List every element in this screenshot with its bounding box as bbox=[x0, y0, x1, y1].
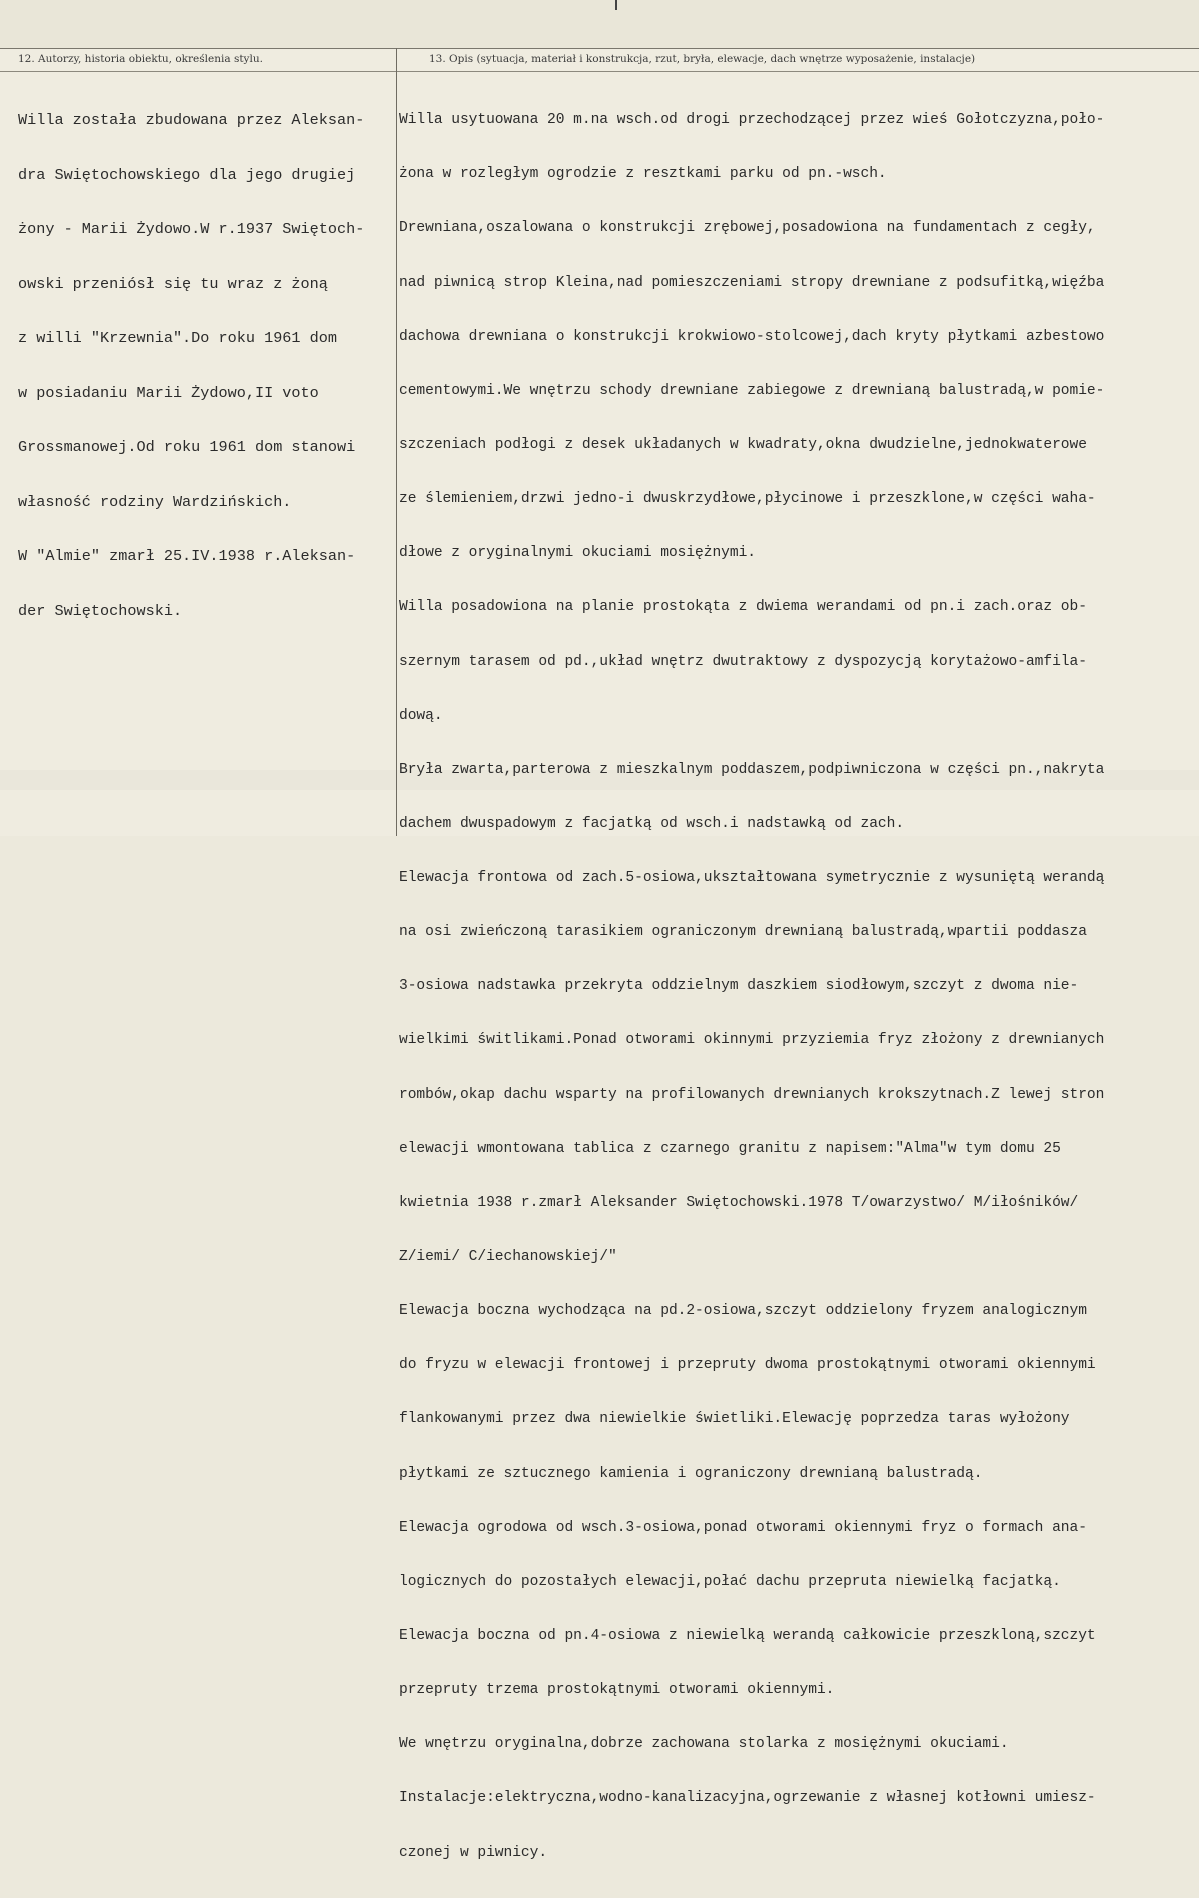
description-line: nad piwnicą strop Kleina,nad pomieszczeniami stropy drewniane z podsufitką,więźba bbox=[399, 274, 1105, 291]
description-line: Drewniana,oszalowana o konstrukcji zrębowej,posadowiona na fundamentach z cegły, bbox=[399, 220, 1096, 237]
description-line: logicznych do pozostałych elewacji,połać dachu przepruta niewielką facjatką. bbox=[399, 1573, 1061, 1590]
description-line: Instalacje:elektryczna,wodno-kanalizacyjna,ogrzewanie z własnej kotłowni umiesz- bbox=[399, 1790, 1096, 1807]
section-13-heading: 13. Opis (sytuacja, materiał i konstrukcja, rzut, bryła, elewacje, dach wnętrze wyposażenie, instalacje) bbox=[429, 53, 976, 65]
description-line: Elewacja ogrodowa od wsch.3-osiowa,ponad otworami okiennymi fryz o formach ana- bbox=[399, 1519, 1087, 1536]
description-line: flankowanymi przez dwa niewielkie świetliki.Elewację poprzedza taras wyłożony bbox=[399, 1411, 1070, 1428]
history-line: własność rodziny Wardzińskich. bbox=[18, 492, 292, 511]
description-line: dłowe z oryginalnymi okuciami mosiężnymi. bbox=[399, 545, 757, 562]
header-bottom-rule bbox=[0, 71, 1199, 72]
description-line: szernym tarasem od pd.,układ wnętrz dwutraktowy z dyspozycją korytażowo-amfila- bbox=[399, 653, 1087, 670]
description-line: Willa usytuowana 20 m.na wsch.od drogi przechodzącej przez wieś Gołotczyzna,poło- bbox=[399, 112, 1105, 129]
history-line: Willa została zbudowana przez Aleksan- bbox=[18, 111, 365, 130]
history-line: w posiadaniu Marii Żydowo,II voto bbox=[18, 383, 319, 402]
section-12-heading: 12. Autorzy, historia obiektu, określenia stylu. bbox=[18, 53, 263, 65]
description-line: płytkami ze sztucznego kamienia i ograniczony drewnianą balustradą. bbox=[399, 1465, 983, 1482]
history-text-block bbox=[18, 75, 364, 656]
description-line: dową. bbox=[399, 707, 443, 724]
description-line: Elewacja boczna wychodząca na pd.2-osiowa,szczyt oddzielony fryzem analogicznym bbox=[399, 1303, 1087, 1320]
description-line: dachem dwuspadowym z facjatką od wsch.i nadstawką od zach. bbox=[399, 815, 905, 832]
description-line: 3-osiowa nadstawka przekryta oddzielnym daszkiem siodłowym,szczyt z dwoma nie- bbox=[399, 978, 1079, 995]
history-line: der Swiętochowski. bbox=[18, 601, 183, 620]
column-divider bbox=[396, 48, 397, 836]
description-text-block bbox=[399, 75, 1104, 1898]
history-line: z willi "Krzewnia".Do roku 1961 dom bbox=[18, 329, 337, 348]
description-line: Willa posadowiona na planie prostokąta z dwiema werandami od pn.i zach.oraz ob- bbox=[399, 599, 1087, 616]
history-line: żony - Marii Żydowo.W r.1937 Swiętoch- bbox=[18, 220, 365, 239]
description-line: kwietnia 1938 r.zmarł Aleksander Swiętochowski.1978 T/owarzystwo/ M/iłośników/ bbox=[399, 1194, 1079, 1211]
description-line: wielkimi świtlikami.Ponad otworami okinnymi przyziemia fryz złożony z drewnianych bbox=[399, 1032, 1105, 1049]
description-line: Elewacja frontowa od zach.5-osiowa,ukształtowana symetrycznie z wysuniętą werandą bbox=[399, 870, 1105, 887]
description-line: szczeniach podłogi z desek układanych w kwadraty,okna dwudzielne,jednokwaterowe bbox=[399, 436, 1087, 453]
description-line: do fryzu w elewacji frontowej i przepruty dwoma prostokątnymi otworami okiennymi bbox=[399, 1357, 1096, 1374]
description-line: dachowa drewniana o konstrukcji krokwiowo-stolcowej,dach kryty płytkami azbestowo bbox=[399, 328, 1105, 345]
description-line: czonej w piwnicy. bbox=[399, 1844, 548, 1861]
top-margin bbox=[0, 0, 1199, 48]
description-line: żona w rozległym ogrodzie z resztkami parku od pn.-wsch. bbox=[399, 166, 887, 183]
description-line: na osi zwieńczoną tarasikiem ograniczonym drewnianą balustradą,wpartii poddasza bbox=[399, 924, 1087, 941]
description-line: cementowymi.We wnętrzu schody drewniane zabiegowe z drewnianą balustradą,w pomie- bbox=[399, 382, 1105, 399]
top-fold-mark bbox=[615, 0, 617, 10]
history-line: dra Swiętochowskiego dla jego drugiej bbox=[18, 165, 356, 184]
description-line: przepruty trzema prostokątnymi otworami okiennymi. bbox=[399, 1682, 835, 1699]
description-line: ze ślemieniem,drzwi jedno-i dwuskrzydłowe,płycinowe i przeszklone,w części waha- bbox=[399, 491, 1096, 508]
description-line: We wnętrzu oryginalna,dobrze zachowana stolarka z mosiężnymi okuciami. bbox=[399, 1736, 1009, 1753]
description-line: Bryła zwarta,parterowa z mieszkalnym poddaszem,podpiwniczona w części pn.,nakryta bbox=[399, 761, 1105, 778]
description-line: Z/iemi/ C/iechanowskiej/" bbox=[399, 1249, 617, 1266]
description-line: Elewacja boczna od pn.4-osiowa z niewielką werandą całkowicie przeszkloną,szczyt bbox=[399, 1628, 1096, 1645]
history-line: owski przeniósł się tu wraz z żoną bbox=[18, 274, 328, 293]
description-line: elewacji wmontowana tablica z czarnego granitu z napisem:"Alma"w tym domu 25 bbox=[399, 1140, 1061, 1157]
header-top-rule bbox=[0, 48, 1199, 49]
history-line: W "Almie" zmarł 25.IV.1938 r.Aleksan- bbox=[18, 547, 356, 566]
description-line: rombów,okap dachu wsparty na profilowanych drewnianych krokszytnach.Z lewej stron bbox=[399, 1086, 1105, 1103]
history-line: Grossmanowej.Od roku 1961 dom stanowi bbox=[18, 438, 356, 457]
